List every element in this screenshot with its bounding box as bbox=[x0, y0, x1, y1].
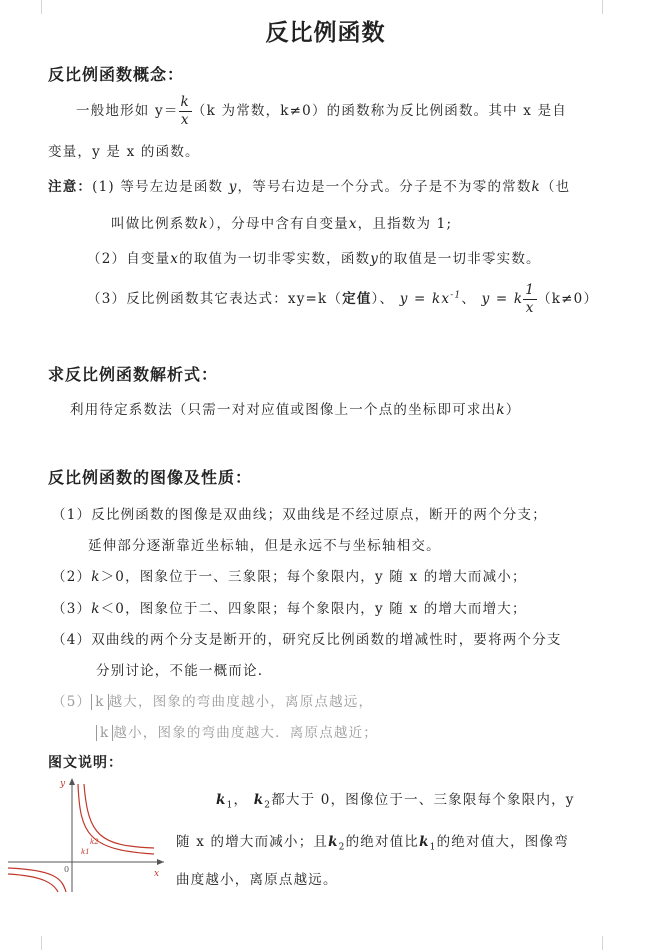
note-label: 注意： bbox=[48, 179, 93, 195]
property-2-prefix: （2） bbox=[52, 569, 92, 585]
property-5-line-2 bbox=[96, 721, 378, 741]
note-2 bbox=[87, 247, 541, 267]
analytic-heading: 求反比例函数解析式： bbox=[48, 365, 219, 384]
expr-y-k: y = k bbox=[481, 291, 524, 307]
note-1-text-a: (1) 等号左边是函数 bbox=[92, 179, 229, 195]
math-k: k bbox=[199, 216, 209, 232]
math-x: x bbox=[348, 216, 358, 232]
note-3-tail: （k≠0） bbox=[537, 291, 599, 307]
corner-mark-top-right bbox=[602, 0, 616, 14]
concept-line-1-suffix: （k 为常数，k≠0）的函数称为反比例函数。其中 x 是自 bbox=[191, 103, 567, 119]
concept-heading: 反比例函数概念： bbox=[48, 65, 185, 84]
property-3 bbox=[52, 597, 527, 617]
property-1-line-1: （1）反比例函数的图像是双曲线；双曲线是不经过原点，断开的两个分支； bbox=[52, 507, 547, 523]
exponent: -1 bbox=[450, 290, 462, 301]
note-1-line-2 bbox=[111, 212, 452, 232]
subscript-1: 1 bbox=[226, 800, 234, 811]
property-2 bbox=[52, 565, 527, 585]
note-3-b: ）、 bbox=[371, 291, 395, 307]
fraction-numerator: 1 bbox=[525, 282, 536, 298]
figure-desc-line-1 bbox=[216, 788, 575, 811]
curve-k2-q3 bbox=[8, 874, 58, 892]
math-x: x bbox=[170, 251, 180, 267]
property-5-text-a: 越大，图象的弯曲度越小，离原点越远， bbox=[108, 694, 374, 710]
concept-line-1 bbox=[76, 94, 567, 129]
expr-y-kx-inverse: y = kx bbox=[399, 291, 451, 307]
math-y: y bbox=[370, 251, 380, 267]
property-5-prefix: （5） bbox=[52, 694, 92, 710]
curve-label-k1: k1 bbox=[81, 848, 90, 856]
x-axis-arrow-icon bbox=[157, 859, 164, 865]
note-3-a: （3）反比例函数其它表达式：xy=k（ bbox=[87, 291, 343, 307]
y-axis-arrow-icon bbox=[69, 778, 75, 785]
subscript-2: 2 bbox=[338, 842, 346, 853]
subscript-1: 1 bbox=[429, 842, 437, 853]
figure-desc-b-pre: 随 x 的增大而减小；且 bbox=[176, 834, 329, 850]
note-1-line-1 bbox=[48, 175, 570, 195]
property-2-text: ＞0，图象位于一、三象限；每个象限内，y 随 x 的增大而减小； bbox=[100, 569, 527, 585]
corner-mark-bottom-left bbox=[28, 936, 42, 950]
math-k: k bbox=[496, 402, 506, 418]
curve-k1-q3 bbox=[8, 868, 66, 892]
figure-desc-b-post: 的绝对值大，图像弯 bbox=[436, 834, 569, 850]
curve-label-k2: k2 bbox=[90, 838, 99, 846]
separator: ， bbox=[233, 792, 249, 808]
concept-line-2: 变量，y 是 x 的函数。 bbox=[48, 144, 200, 160]
analytic-text-body: 利用待定系数法（只需一对对应值或图像上一个点的坐标即可求出 bbox=[70, 402, 497, 418]
note-1-line-2-c: ，且指数为 1; bbox=[357, 216, 453, 232]
figure-heading: 图文说明： bbox=[48, 755, 123, 771]
note-3-bold: 定值 bbox=[342, 291, 372, 307]
abs-k: k bbox=[91, 694, 108, 710]
math-k2: k bbox=[253, 792, 265, 808]
corner-mark-top-left bbox=[28, 0, 42, 14]
note-1-text-b: ，等号右边是一个分式。分子是不为零的常数 bbox=[237, 179, 532, 195]
property-4-line-1: （4）双曲线的两个分支是断开的，研究反比例函数的增减性时，要将两个分支 bbox=[52, 632, 562, 648]
property-5-line-1 bbox=[52, 690, 373, 710]
fraction-one-over-x bbox=[523, 282, 537, 317]
fraction-denominator: x bbox=[525, 300, 535, 316]
note-2-c: 的取值是一切非零实数。 bbox=[379, 251, 541, 267]
property-3-text: ＜0，图象位于二、四象限；每个象限内，y 随 x 的增大而增大； bbox=[100, 601, 527, 617]
note-2-b: 的取值为一切非零实数，函数 bbox=[179, 251, 371, 267]
note-2-a: （2）自变量 bbox=[87, 251, 171, 267]
origin-label: 0 bbox=[64, 865, 70, 874]
x-axis-label: x bbox=[154, 869, 160, 879]
math-k: k bbox=[91, 569, 101, 585]
math-k1: k bbox=[216, 792, 227, 808]
figure-desc-line-3: 曲度越小，离原点越远。 bbox=[176, 872, 338, 888]
figure-desc-b-mid: 的绝对值比 bbox=[345, 834, 420, 850]
corner-mark-bottom-right bbox=[602, 936, 616, 950]
analytic-text-close: ） bbox=[505, 402, 521, 418]
subscript-2: 2 bbox=[264, 800, 272, 811]
figure-desc-a: 都大于 0，图像位于一、三象限每个象限内，y bbox=[271, 792, 575, 808]
math-k: k bbox=[91, 601, 101, 617]
fraction-numerator: k bbox=[180, 94, 190, 110]
property-3-prefix: （3） bbox=[52, 601, 92, 617]
math-k: k bbox=[531, 179, 541, 195]
math-k1: k bbox=[419, 834, 430, 850]
property-1-line-2: 延伸部分逐渐靠近坐标轴，但是永远不与坐标轴相交。 bbox=[88, 538, 441, 554]
property-5-text-b: 越小，图象的弯曲度越大．离原点越近； bbox=[113, 725, 378, 741]
note-1-line-2-a: 叫做比例系数 bbox=[111, 216, 200, 232]
hyperbola-figure bbox=[4, 774, 174, 894]
note-1-line-2-b: ），分母中含有自变量 bbox=[208, 216, 349, 232]
math-k2: k bbox=[328, 834, 339, 850]
fraction-k-over-x bbox=[179, 94, 192, 129]
abs-k: k bbox=[96, 725, 113, 741]
analytic-text bbox=[70, 398, 520, 418]
graph-props-heading: 反比例函数的图像及性质： bbox=[48, 468, 253, 487]
note-3-sep: 、 bbox=[461, 291, 477, 307]
page-title: 反比例函数 bbox=[265, 19, 386, 46]
concept-line-1-prefix: 一般地形如 y＝ bbox=[76, 103, 179, 119]
note-3 bbox=[87, 282, 598, 317]
note-1-text-c: （也 bbox=[540, 179, 571, 195]
fraction-denominator: x bbox=[180, 112, 190, 128]
math-y: y bbox=[228, 179, 238, 195]
property-4-line-2: 分别讨论，不能一概而论. bbox=[96, 663, 264, 679]
y-axis-label: y bbox=[60, 779, 66, 789]
figure-desc-line-2 bbox=[176, 830, 569, 853]
